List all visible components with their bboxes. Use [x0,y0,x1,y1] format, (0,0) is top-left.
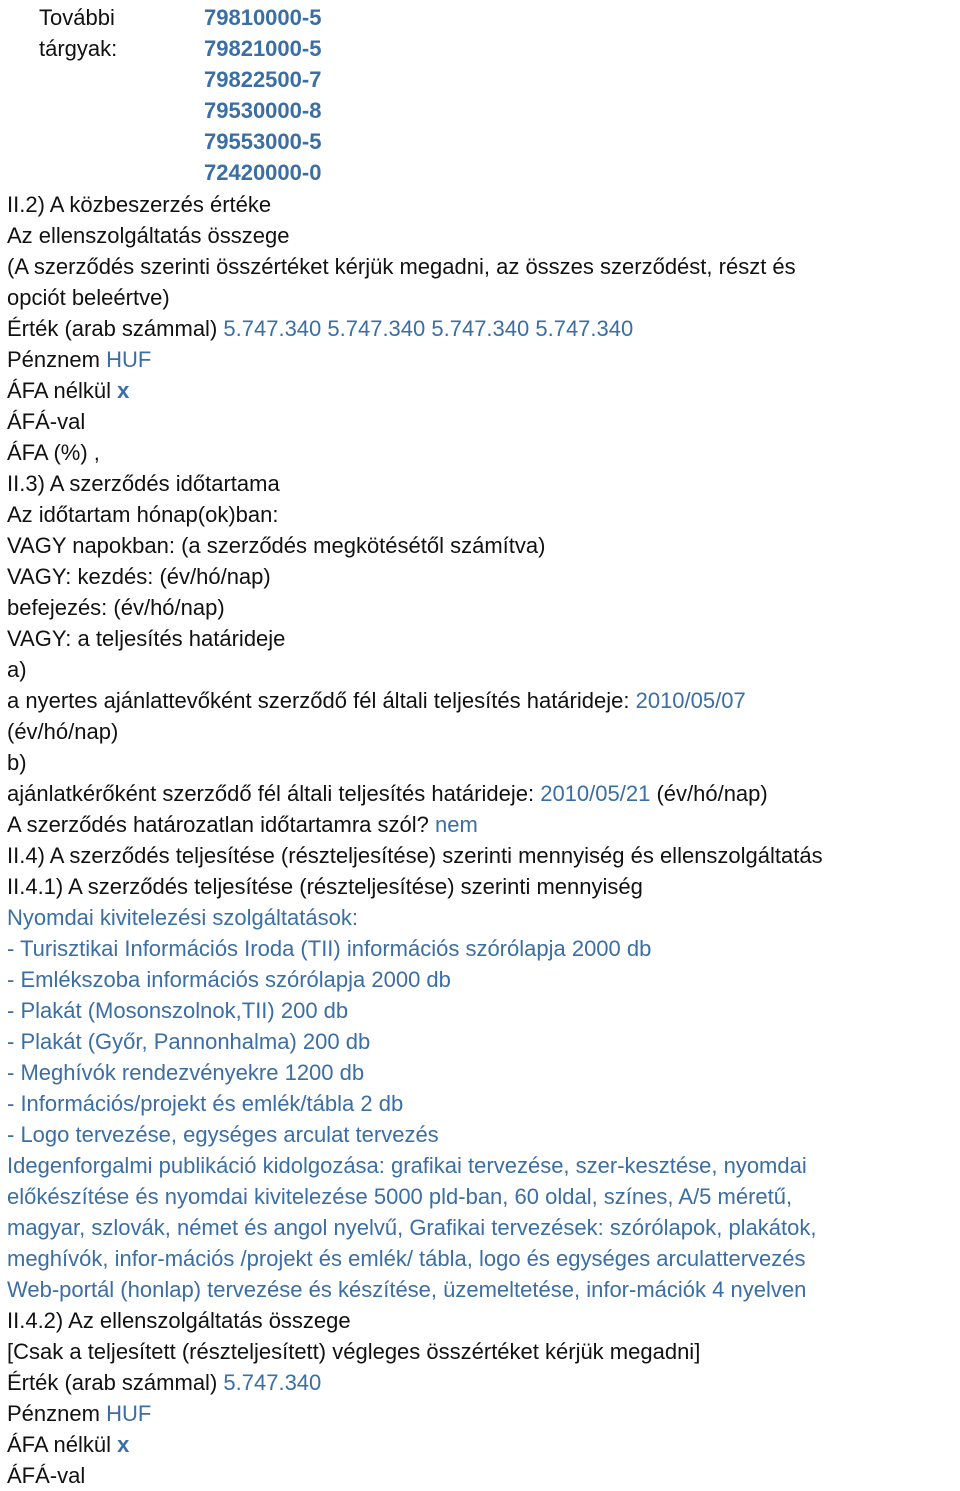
item-a-unit: (év/hó/nap) [7,719,119,744]
final-currency-label: Pénznem [7,1401,100,1426]
currency-label: Pénznem [7,347,100,372]
section-heading-ii42: II.4.2) Az ellenszolgáltatás összege [7,1308,351,1333]
quantity-line: - Meghívók rendezvényekre 1200 db [7,1060,365,1085]
item-b-label: b) [7,750,27,775]
cpv-label [39,2,117,64]
value-row [7,313,957,344]
final-value-amount: 5.747.340 [223,1370,322,1395]
section-heading-ii3: II.3) A szerződés időtartama [7,471,280,496]
document-page [7,0,957,1491]
section-heading-ii2: II.2) A közbeszerzés értéke [7,192,272,217]
duration-months-label: Az időtartam hónap(ok)ban: [7,502,279,527]
quantity-line: meghívók, infor-mációs /projekt és emlék/ tábla, logo és egységes arculattervezés [7,1246,806,1271]
currency-row [7,344,957,375]
section-heading-ii4: II.4) A szerződés teljesítése (részteljesítése) szerinti mennyiség és ellenszolgáltatás [7,843,823,868]
total-note-line-1: (A szerződés szerinti összértéket kérjük megadni, az összes szerződést, részt és [7,254,796,279]
deadline-label: VAGY: a teljesítés határideje [7,626,286,651]
quantity-line: magyar, szlovák, német és angol nyelvű, Grafikai tervezések: szórólapok, plakátok, [7,1215,817,1240]
cpv-code: 79822500-7 [204,67,322,92]
value-amount: 5.747.340 5.747.340 5.747.340 5.747.340 [223,316,634,341]
cpv-block [7,0,957,189]
cpv-code: 79810000-5 [204,5,322,30]
final-currency-value: HUF [106,1401,152,1426]
cpv-code: 79553000-5 [204,129,322,154]
section-heading-ii41: II.4.1) A szerződés teljesítése (részteljesítése) szerinti mennyiség [7,874,643,899]
indefinite-row [7,809,957,840]
quantity-line: - Plakát (Mosonszolnok,TII) 200 db [7,998,349,1023]
quantity-line: - Turisztikai Információs Iroda (TII) információs szórólapja 2000 db [7,936,652,961]
final-no-vat-mark: x [117,1432,130,1457]
cpv-code-list [204,2,321,188]
item-b-date: 2010/05/21 [540,781,651,806]
quantity-line: előkészítése és nyomdai kivitelezése 5000 pld-ban, 60 oldal, színes, A/5 méretű, [7,1184,793,1209]
final-with-vat-label: ÁFÁ-val [7,1463,86,1488]
cpv-code: 72420000-0 [204,160,322,185]
quantity-line: Idegenforgalmi publikáció kidolgozása: grafikai tervezése, szer-kesztése, nyomdai [7,1153,807,1178]
item-a-date: 2010/05/07 [635,688,746,713]
final-no-vat-row [7,1429,957,1460]
start-date-label: VAGY: kezdés: (év/hó/nap) [7,564,271,589]
indefinite-value: nem [435,812,478,837]
cpv-label-line-1: További [39,5,115,30]
final-value-label: Érték (arab számmal) [7,1370,218,1395]
item-b-text: ajánlatkérőként szerződő fél általi teljesítés határideje: [7,781,535,806]
quantity-line: - Emlékszoba információs szórólapja 2000 db [7,967,451,992]
quantity-line: - Információs/projekt és emlék/tábla 2 db [7,1091,404,1116]
item-a-text: a nyertes ajánlattevőként szerződő fél általi teljesítés határideje: [7,688,630,713]
total-label: Az ellenszolgáltatás összege [7,223,290,248]
vat-percent-label: ÁFA (%) , [7,440,100,465]
quantity-line: Nyomdai kivitelezési szolgáltatások: [7,905,358,930]
cpv-code: 79821000-5 [204,36,322,61]
end-date-label: befejezés: (év/hó/nap) [7,595,225,620]
with-vat-label: ÁFÁ-val [7,409,86,434]
quantity-line: - Plakát (Győr, Pannonhalma) 200 db [7,1029,371,1054]
no-vat-row [7,375,957,406]
indefinite-label: A szerződés határozatlan időtartamra szól? [7,812,429,837]
final-currency-row [7,1398,957,1429]
quantity-line: Web-portál (honlap) tervezése és készítése, üzemeltetése, infor-mációk 4 nyelven [7,1277,807,1302]
currency-value: HUF [106,347,152,372]
final-value-row [7,1367,957,1398]
value-label: Érték (arab számmal) [7,316,218,341]
item-a-label: a) [7,657,27,682]
cpv-code: 79530000-8 [204,98,322,123]
item-a-row [7,685,957,716]
total-note-line-2: opciót beleértve) [7,285,170,310]
cpv-label-line-2: tárgyak: [39,36,118,61]
no-vat-label: ÁFA nélkül [7,378,111,403]
item-b-unit: (év/hó/nap) [656,781,768,806]
quantity-line: - Logo tervezése, egységes arculat tervezés [7,1122,439,1147]
final-no-vat-label: ÁFA nélkül [7,1432,111,1457]
duration-days-label: VAGY napokban: (a szerződés megkötésétől számítva) [7,533,546,558]
item-b-row [7,778,957,809]
final-total-note: [Csak a teljesített (részteljesített) végleges összértéket kérjük megadni] [7,1339,701,1364]
no-vat-mark: x [117,378,130,403]
